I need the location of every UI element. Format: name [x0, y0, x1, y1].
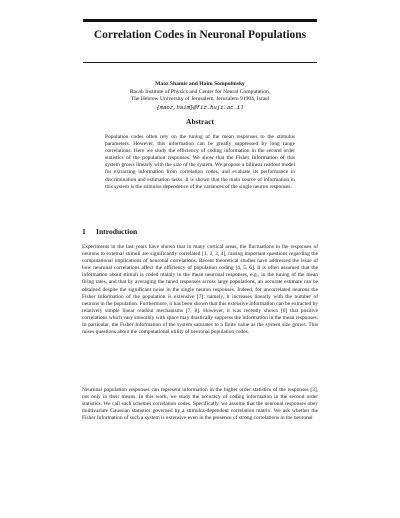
- affiliation-line-2: The Hebrew University of Jerusalem, Jerusalem 91904, Israel: [130, 96, 270, 103]
- body-paragraph-1: Experiments in the last years have shown that in many cortical areas, the fluctuations in the responses of neurons to external stimuli are significantly correlated [1, 2, 3, 4], raising important questions regarding the computational implications of neuronal correlations. Recent theoretical studies have addressed the issue of how neuronal correlations affect the efficiency of population coding [4, 5, 6]. It is often assumed that the information about stimuli is coded mainly in the mean neuronal responses, e.g., in the tuning of the mean firing rates, and that by averaging the tuned responses across large populations, an accurate estimate can be obtained despite the significant noise in the single neuron responses. Indeed, for uncorrelated neurons the Fisher Information of the population is extensive [7]; namely, it increases linearly with the number of neurons in the population. Furthermore, it has been shown that this extensive information can be extracted by relatively simple linear readout mechanisms [7, 8]. However, it was recently shown [6] that positive correlations which vary smoothly with space may drastically suppress the information in the mean responses. In particular, the Fisher Information of the system saturates to a finite value as the system size grows. This raises questions about the computational utility of neuronal population codes.: [82, 244, 318, 336]
- body-paragraph-2: Neuronal population responses can represent information in the higher order statistics of the responses [3], not only in their means. In this work, we study the accuracy of coding information in the second order statistics. We call such schemes correlation codes. Specifically, we assume that the neuronal responses obey multivariate Gaussian statistics governed by a stimulus-dependent correlation matrix. We ask whether the Fisher Information of such a system is extensive even in the presence of strong correlations in the neuronal: [82, 387, 318, 422]
- author-block: [80, 81, 320, 111]
- title-rule-bottom: [83, 62, 317, 63]
- author-email: {maoz,haim}@fiz.huji.ac.il: [156, 103, 244, 111]
- section-title: Introduction: [96, 227, 138, 236]
- section-heading: [82, 227, 137, 237]
- author-names: Maoz Shamir and Haim Sompolinsky: [155, 81, 245, 87]
- affiliation-line-1: Racah Institute of Physics and Center for Neural Computation,: [129, 88, 271, 95]
- paper-title: Correlation Codes in Neuronal Populations: [93, 29, 307, 41]
- abstract-heading: Abstract: [186, 117, 214, 126]
- abstract-text: Population codes often rely on the tuning of the mean responses to the stimulus parameters. However, this information can be greatly suppressed by long range correlations. Here we study the efficiency of coding information in the second order statistics of the population responses. We show that the Fisher Information of this system grows linearly with the size of the system. We propose a bilinear readout model for extracting information from correlation codes, and evaluate its performance in discrimination and estimation tasks. It is shown that the main source of information in this system is the stimulus dependence of the variances of the single neuron responses.: [105, 134, 295, 190]
- title-rule-top: [83, 19, 317, 22]
- section-number: 1: [82, 227, 86, 236]
